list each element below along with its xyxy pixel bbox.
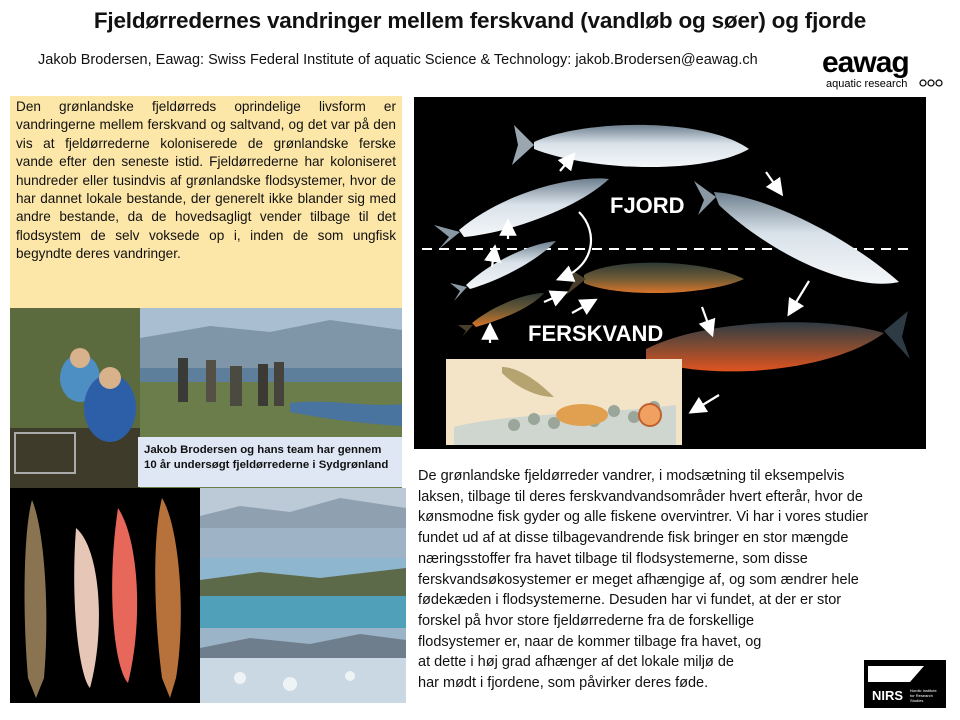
poster-title: Fjeldørredernes vandringer mellem ferskvand (vandløb og søer) og fjorde	[93, 8, 867, 33]
freshwater-label: FERSKVAND	[528, 321, 664, 346]
char-specimens-photo	[10, 488, 200, 703]
body-line: har mødt i fjordene, som påvirker deres føde.	[418, 675, 709, 692]
svg-text:NIRS: NIRS	[872, 688, 904, 703]
author-line: Jakob Brodersen, Eawag: Swiss Federal Institute of aquatic Science & Technology: jakob.Brodersen@eawag.ch	[38, 52, 758, 68]
silver-fish-right	[694, 181, 899, 284]
team-caption-box	[138, 437, 402, 487]
char-fish-mid	[566, 263, 744, 295]
spawning-illustration	[446, 359, 682, 445]
body-line: flodsystemer er, naar de kommer tilbage fra havet, og	[418, 633, 762, 650]
intro-text-box	[10, 96, 402, 308]
svg-text:eawag: eawag	[822, 46, 909, 79]
body-line: De grønlandske fjeldørreder vandrer, i modsætning til eksempelvis	[418, 468, 845, 484]
body-line: fødekæden i flodsystemerne. Desuden har vi fundet, at der er stor	[418, 592, 842, 609]
svg-text:Nordic Institute: Nordic Institute	[910, 688, 937, 693]
body-text	[418, 466, 918, 694]
silver-fish-mid	[434, 178, 609, 249]
eawag-logo	[818, 44, 943, 94]
svg-text:Studies: Studies	[910, 698, 924, 703]
body-line: ferskvandsøkosystemer er meget afhængige af, og som ændrer hele	[418, 571, 859, 588]
intro-text: Den grønlandske fjeldørreds oprindelige livsform er vandringerne mellem ferskvand og saltvand, og det var på den vis at fjeldørrederne koloniserede de grønlandske ferske vande efter den seneste istid. Fjeldørrederne har koloniseret hundreder eller tusindvis af grønlandske flodsystemer, hvor de har dannet lokale bestande, der generelt ikke blander sig med andre bestande, da de hovedsagligt vender tilbage til det flodsystem de selv voksede op i, inden de som ungfisk begyndte deres vandringer.	[16, 99, 396, 262]
body-line: at dette i høj grad afhænger af det lokale miljø de	[418, 654, 734, 671]
migration-diagram-graphic	[414, 97, 926, 449]
body-line: næringsstoffer fra havet tilbage til flodsystemerne, som disse	[418, 550, 808, 567]
svg-text:for Research: for Research	[910, 693, 933, 698]
greenland-landscapes-photo	[200, 488, 406, 703]
migration-diagram	[414, 97, 926, 449]
body-line: fundet ud af at disse tilbagevandrende fisk bringer en stor mængde	[418, 530, 849, 547]
silver-fish-top	[512, 125, 749, 167]
body-line: forskel på hvor store fjeldørrederne fra de forskellige	[418, 612, 755, 629]
nirs-logo	[864, 660, 946, 708]
body-line: laksen, tilbage til deres ferskvandvandsområder hvert efterår, hvor de	[418, 488, 863, 505]
svg-text:aquatic research: aquatic research	[826, 78, 908, 90]
fjord-label: FJORD	[610, 193, 685, 218]
spawning-fish	[646, 311, 910, 371]
body-line: kønsmodne fisk gyder og alle fiskene overvintrer. Vi har i vores studier	[418, 509, 869, 526]
team-caption: Jakob Brodersen og hans team har gennem 10 år undersøgt fjeldørrederne i Sydgrønland	[144, 444, 389, 471]
